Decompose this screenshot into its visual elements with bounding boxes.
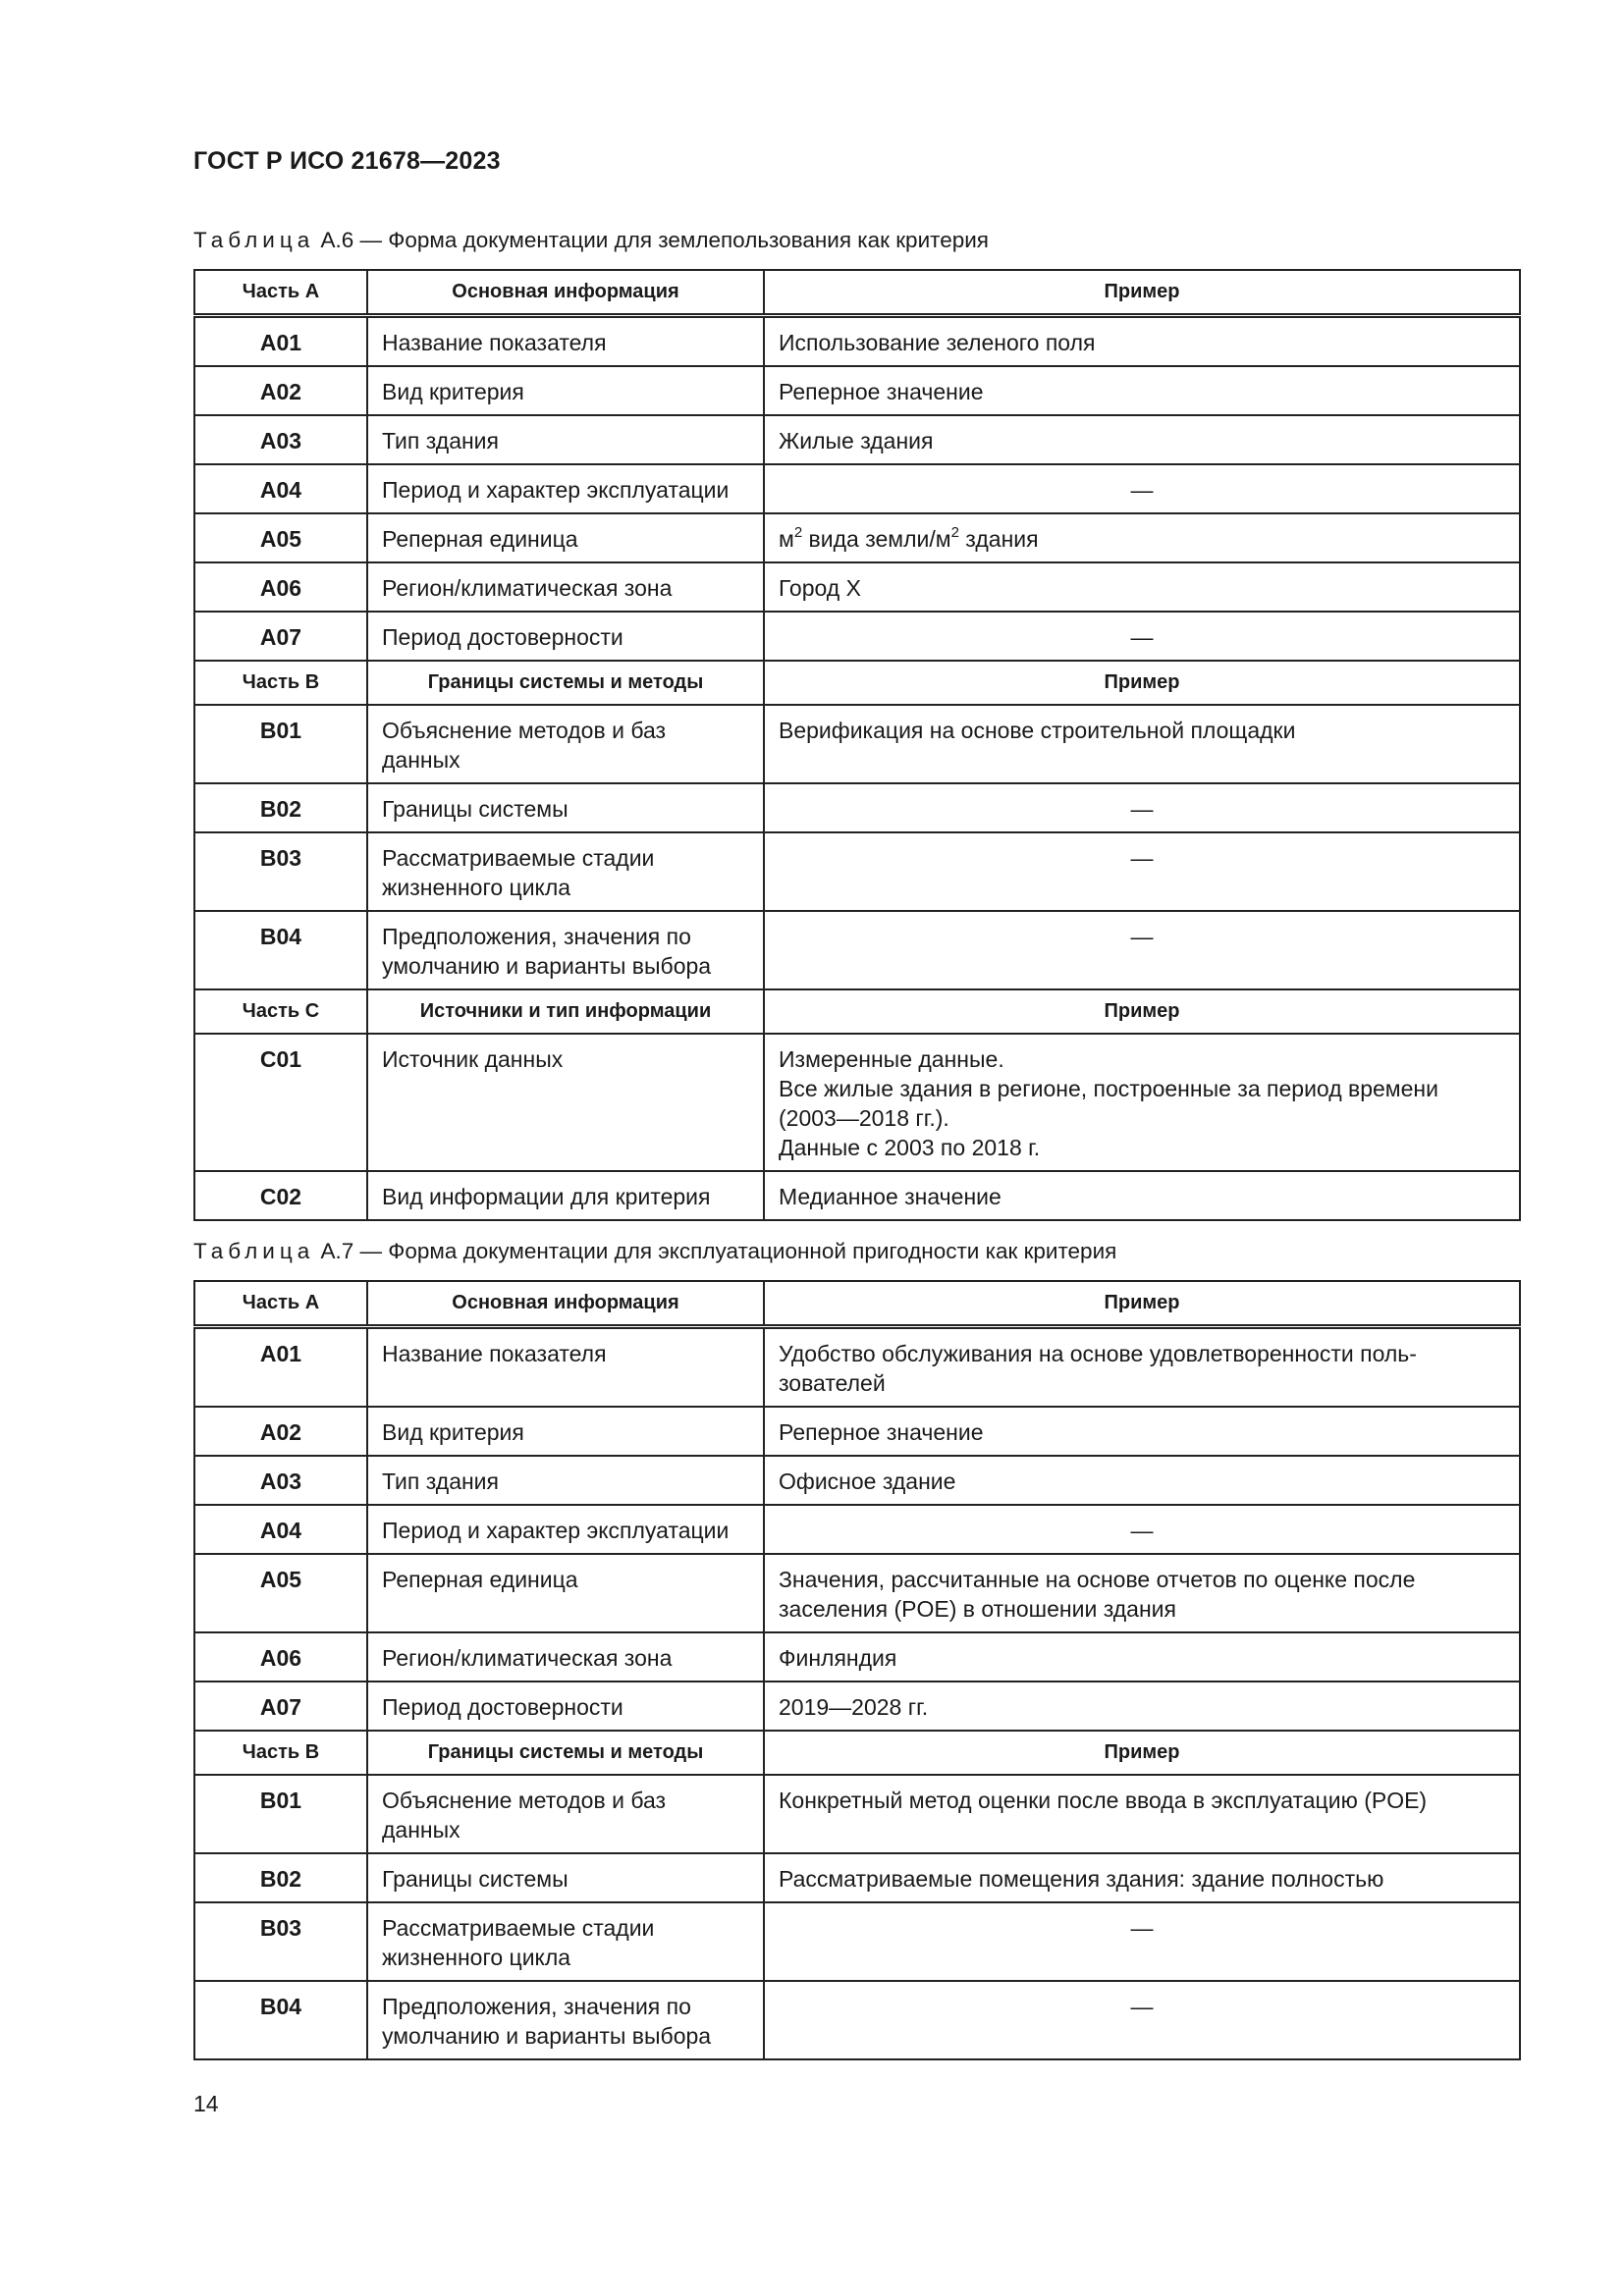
row-code: A06 [194, 1632, 367, 1682]
example-column-header: Пример [764, 270, 1520, 316]
section-title: Границы системы и методы [367, 1731, 764, 1775]
part-label: Часть В [194, 1731, 367, 1775]
row-code: A07 [194, 612, 367, 661]
row-value: Удобство обслуживания на основе удовлетворенности поль-зователей [764, 1327, 1520, 1408]
section-title: Источники и тип информации [367, 989, 764, 1034]
section-title: Основная информация [367, 270, 764, 316]
table-row [194, 1981, 1520, 2059]
example-column-header: Пример [764, 989, 1520, 1034]
row-code: A02 [194, 1407, 367, 1456]
example-column-header: Пример [764, 1731, 1520, 1775]
row-code: A05 [194, 1554, 367, 1632]
row-value: Использование зеленого поля [764, 316, 1520, 367]
row-value: — [764, 832, 1520, 911]
row-name: Рассматриваемые стадии жизненного цикла [367, 1902, 764, 1981]
row-name: Регион/климатическая зона [367, 562, 764, 612]
row-name: Период достоверности [367, 612, 764, 661]
row-code: A01 [194, 1327, 367, 1408]
table-a6-caption [193, 228, 989, 253]
table-row [194, 1407, 1520, 1456]
unit-part: здания [958, 526, 1039, 552]
row-value: Медианное значение [764, 1171, 1520, 1220]
table-a7-caption [193, 1239, 1116, 1264]
table-row [194, 562, 1520, 612]
row-code: A04 [194, 1505, 367, 1554]
row-value: — [764, 911, 1520, 989]
table-row [194, 1505, 1520, 1554]
table-a6-caption-prefix: Таблица [193, 228, 315, 252]
row-value: Город X [764, 562, 1520, 612]
row-code: B03 [194, 1902, 367, 1981]
row-value: — [764, 1505, 1520, 1554]
value-line: Измеренные данные. [779, 1046, 1004, 1072]
table-row [194, 366, 1520, 415]
row-value: Жилые здания [764, 415, 1520, 464]
part-label: Часть В [194, 661, 367, 705]
table-row [194, 783, 1520, 832]
row-value: Офисное здание [764, 1456, 1520, 1505]
row-name: Тип здания [367, 1456, 764, 1505]
part-label: Часть А [194, 1281, 367, 1327]
row-name: Вид критерия [367, 366, 764, 415]
row-code: B01 [194, 1775, 367, 1853]
table-row [194, 1632, 1520, 1682]
row-value [764, 513, 1520, 562]
table-row [194, 1034, 1520, 1171]
section-title: Границы системы и методы [367, 661, 764, 705]
table-row [194, 316, 1520, 367]
row-value: — [764, 1981, 1520, 2059]
table-a7 [193, 1280, 1521, 2060]
table-a6-part-b-header [194, 661, 1520, 705]
table-row [194, 513, 1520, 562]
row-code: C01 [194, 1034, 367, 1171]
row-name: Рассматриваемые стадии жизненного цикла [367, 832, 764, 911]
row-name: Границы системы [367, 1853, 764, 1902]
unit-part: вида земли/м [802, 526, 951, 552]
table-row [194, 1902, 1520, 1981]
row-value: — [764, 1902, 1520, 1981]
table-a7-caption-text: А.7 — Форма документации для эксплуатационной пригодности как критерия [314, 1239, 1117, 1263]
row-name: Тип здания [367, 415, 764, 464]
row-value: Рассматриваемые помещения здания: здание полностью [764, 1853, 1520, 1902]
row-value: 2019—2028 гг. [764, 1682, 1520, 1731]
row-code: A04 [194, 464, 367, 513]
row-value: Реперное значение [764, 1407, 1520, 1456]
row-value: Финляндия [764, 1632, 1520, 1682]
row-code: B03 [194, 832, 367, 911]
row-name: Период и характер эксплуатации [367, 1505, 764, 1554]
unit-superscript: 2 [793, 524, 803, 542]
row-code: A07 [194, 1682, 367, 1731]
table-row [194, 832, 1520, 911]
example-column-header: Пример [764, 1281, 1520, 1327]
row-value: — [764, 464, 1520, 513]
row-value: Реперное значение [764, 366, 1520, 415]
example-column-header: Пример [764, 661, 1520, 705]
table-row [194, 1853, 1520, 1902]
row-code: A06 [194, 562, 367, 612]
value-line: (2003—2018 гг.). [779, 1105, 949, 1131]
table-a7-part-a-header [194, 1281, 1520, 1327]
table-a6-part-a-header [194, 270, 1520, 316]
table-a6-part-c-header [194, 989, 1520, 1034]
row-value: Значения, рассчитанные на основе отчетов по оценке после заселения (POE) в отношении здания [764, 1554, 1520, 1632]
part-label: Часть А [194, 270, 367, 316]
document-header: ГОСТ Р ИСО 21678—2023 [193, 147, 501, 175]
row-name: Предположения, значения по умолчанию и варианты выбора [367, 1981, 764, 2059]
value-line: Данные с 2003 по 2018 г. [779, 1135, 1041, 1160]
row-code: A03 [194, 1456, 367, 1505]
table-row [194, 1456, 1520, 1505]
unit-superscript: 2 [950, 524, 959, 542]
row-value: — [764, 783, 1520, 832]
row-code: B04 [194, 1981, 367, 2059]
row-name: Вид информации для критерия [367, 1171, 764, 1220]
row-code: B04 [194, 911, 367, 989]
table-row [194, 415, 1520, 464]
table-row [194, 1554, 1520, 1632]
row-name: Источник данных [367, 1034, 764, 1171]
table-a6-caption-text: А.6 — Форма документации для землепользования как критерия [314, 228, 989, 252]
row-value [764, 1034, 1520, 1171]
row-name: Реперная единица [367, 1554, 764, 1632]
table-a7-part-b-header [194, 1731, 1520, 1775]
page-number: 14 [193, 2091, 219, 2116]
row-name: Объяснение методов и баз данных [367, 1775, 764, 1853]
row-code: C02 [194, 1171, 367, 1220]
row-name: Вид критерия [367, 1407, 764, 1456]
table-row [194, 464, 1520, 513]
section-title: Основная информация [367, 1281, 764, 1327]
table-row [194, 705, 1520, 783]
row-code: B02 [194, 783, 367, 832]
row-name: Границы системы [367, 783, 764, 832]
row-name: Название показателя [367, 1327, 764, 1408]
row-name: Период и характер эксплуатации [367, 464, 764, 513]
table-row [194, 911, 1520, 989]
row-value: — [764, 612, 1520, 661]
row-name: Название показателя [367, 316, 764, 367]
value-line: Все жилые здания в регионе, построенные за период времени [779, 1076, 1438, 1101]
table-a6 [193, 269, 1521, 1221]
row-name: Регион/климатическая зона [367, 1632, 764, 1682]
row-value: Конкретный метод оценки после ввода в эксплуатацию (POE) [764, 1775, 1520, 1853]
row-name: Реперная единица [367, 513, 764, 562]
row-value: Верификация на основе строительной площадки [764, 705, 1520, 783]
row-code: B01 [194, 705, 367, 783]
table-row [194, 612, 1520, 661]
row-name: Период достоверности [367, 1682, 764, 1731]
part-label: Часть С [194, 989, 367, 1034]
row-code: A01 [194, 316, 367, 367]
row-code: A05 [194, 513, 367, 562]
table-row [194, 1327, 1520, 1408]
table-row [194, 1171, 1520, 1220]
table-row [194, 1775, 1520, 1853]
row-name: Предположения, значения по умолчанию и варианты выбора [367, 911, 764, 989]
unit-part: м [779, 526, 794, 552]
table-a7-caption-prefix: Таблица [193, 1239, 315, 1263]
row-name: Объяснение методов и баз данных [367, 705, 764, 783]
row-code: A02 [194, 366, 367, 415]
table-row [194, 1682, 1520, 1731]
row-code: B02 [194, 1853, 367, 1902]
row-code: A03 [194, 415, 367, 464]
